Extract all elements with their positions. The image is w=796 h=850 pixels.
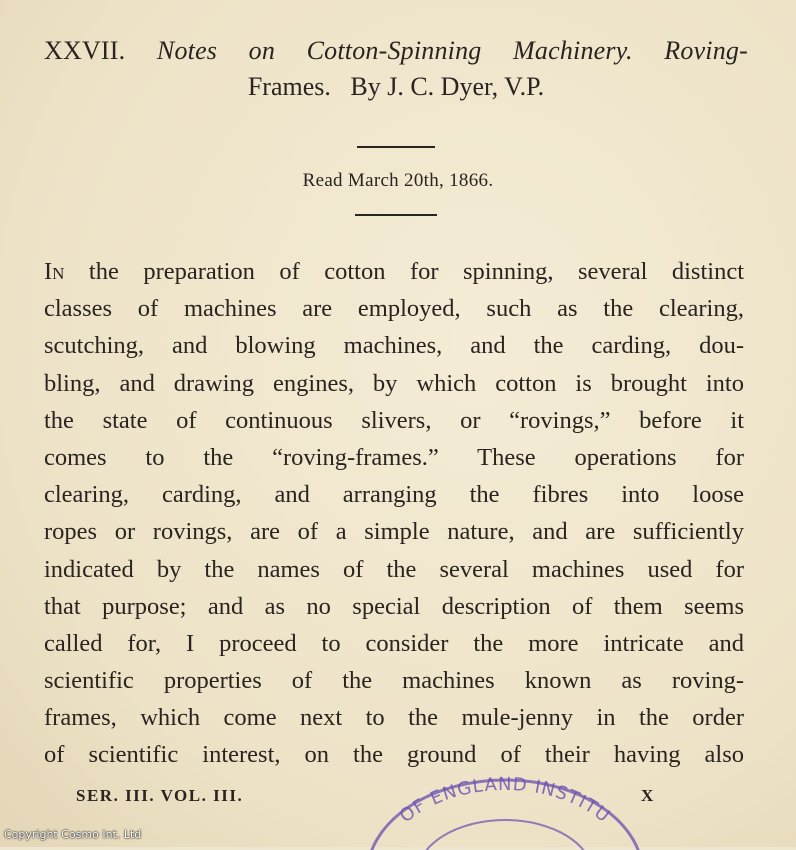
text-line: comes to the “roving-frames.” These operations for (44, 443, 744, 471)
text-line: scientific properties of the machines known as roving- (44, 667, 744, 695)
text-line: bling, and drawing engines, by which cotton is brought into (44, 369, 744, 397)
byline-prefix: By (350, 72, 381, 101)
text-line: In the preparation of cotton for spinning, several distinct (44, 258, 744, 285)
text-line: classes of machines are employed, such as the clearing, (44, 295, 744, 323)
body-paragraph (44, 253, 744, 774)
read-date: Read March 20th, 1866. (302, 170, 494, 191)
text-line: that purpose; and as no special description of them seems (44, 592, 744, 620)
text-line: clearing, carding, and arranging the fibres into loose (44, 481, 744, 509)
text-line: ropes or rovings, are of a simple nature, and are sufficiently (44, 518, 744, 546)
divider-rule-bottom (355, 214, 437, 216)
article-title-part2: Roving- (664, 36, 748, 65)
text-line: the state of continuous slivers, or “rovings,” before it (44, 406, 744, 434)
text-line: indicated by the names of the several machines used for (44, 555, 744, 583)
article-heading-line2 (44, 70, 748, 104)
divider-rule-top (357, 146, 435, 148)
article-title-part1: Notes on Cotton-Spinning Machinery. (156, 36, 633, 65)
article-title-line2: Frames. (247, 72, 331, 101)
copyright-notice: Copyright Cosmo Int. Ltd (4, 828, 142, 841)
article-heading (44, 34, 748, 68)
footer-series-volume: SER. III. VOL. III. (76, 786, 244, 805)
text-line: of scientific interest, on the ground of their having also (44, 741, 744, 769)
article-number: XXVII. (44, 36, 126, 65)
text-line: frames, which come next to the mule-jenny in the order (44, 704, 744, 732)
text-line: called for, I proceed to consider the more intricate and (44, 629, 744, 657)
library-stamp-icon (360, 770, 650, 850)
author-name: J. C. Dyer, V.P. (387, 72, 545, 101)
text-line: scutching, and blowing machines, and the carding, dou- (44, 332, 744, 360)
opening-word: In (44, 258, 65, 285)
footer-signature-mark: X (641, 786, 654, 805)
stamp-text: OF ENGLAND INSTITU (395, 773, 615, 828)
